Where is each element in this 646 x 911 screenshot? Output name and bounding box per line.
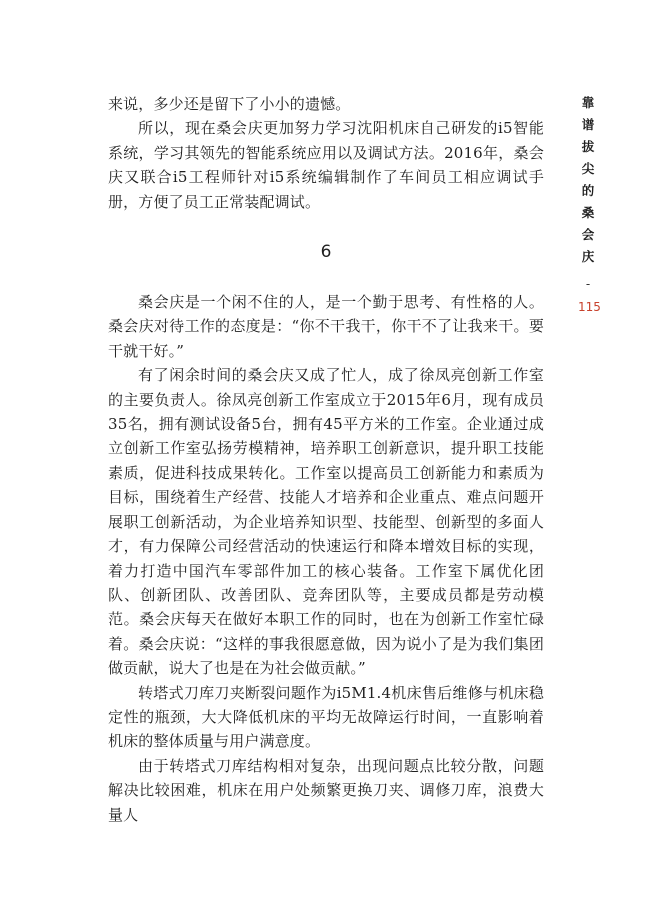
- running-title-char: 靠: [581, 95, 595, 110]
- running-header-vertical: [578, 92, 601, 314]
- running-title-char: 谱: [581, 117, 595, 132]
- paragraph-work-attitude: 桑会庆是一个闲不住的人，是一个勤于思考、有性格的人。桑会庆对待工作的态度是：“你不干我干，你干不了让我来干。要干就干好。”: [108, 293, 544, 360]
- paragraph-i5-system: 所以，现在桑会庆更加努力学习沈阳机床自己研发的i5智能系统，学习其领先的智能系统应用以及调试方法。2016年，桑会庆又联合i5工程师针对i5系统编辑制作了车间员工相应调试手册，方便了员工正常装配调试。: [108, 119, 544, 211]
- page-number: 115: [578, 300, 601, 314]
- body-text: [108, 92, 544, 827]
- section-number: 6: [320, 242, 332, 263]
- running-title-char: 尖: [581, 161, 595, 176]
- paragraph-turret-complexity: 由于转塔式刀库结构相对复杂，出现问题点比较分散，问题解决比较困难，机床在用户处频繁更换刀夹、调修刀库，浪费大量人: [108, 756, 544, 824]
- running-title-dash: -: [585, 277, 591, 291]
- paragraph-turret-problem: 转塔式刀库刀夹断裂问题作为i5M1.4机床售后维修与机床稳定性的瓶颈，大大降低机床的平均无故障运行时间，一直影响着机床的整体质量与用户满意度。: [108, 683, 544, 751]
- running-title-char: 会: [581, 227, 595, 242]
- running-title-char: 的: [581, 183, 595, 198]
- paragraph-innovation-studio: 有了闲余时间的桑会庆又成了忙人，成了徐凤亮创新工作室的主要负责人。徐凤亮创新工作室成立于2015年6月，现有成员35名，拥有测试设备5台，拥有45平方米的工作室。企业通过成立创新工作室弘扬劳模精神，培养职工创新意识，提升职工技能素质，促进科技成果转化。工作室以提高员工创新能力和素质为目标，围绕着生产经营、技能人才培养和企业重点、难点问题开展职工创新活动，为企业培养知识型、技能型、创新型的多面人才，有力保障公司经营活动的快速运行和降本增效目标的实现，着力打造中国汽车零部件加工的核心装备。工作室下属优化团队、创新团队、改善团队、竞奔团队等，主要成员都是劳动模范。桑会庆每天在做好本职工作的同时，也在为创新工作室忙碌着。桑会庆说：“这样的事我很愿意做，因为说小了是为我们集团做贡献，说大了也是在为社会做贡献。”: [108, 366, 544, 678]
- paragraph-intro-continuation: 来说，多少还是留下了小小的遗憾。: [108, 95, 351, 113]
- running-title-char: 桑: [581, 205, 595, 220]
- running-title-char: 庆: [581, 249, 595, 264]
- running-title-char: 拔: [581, 139, 595, 154]
